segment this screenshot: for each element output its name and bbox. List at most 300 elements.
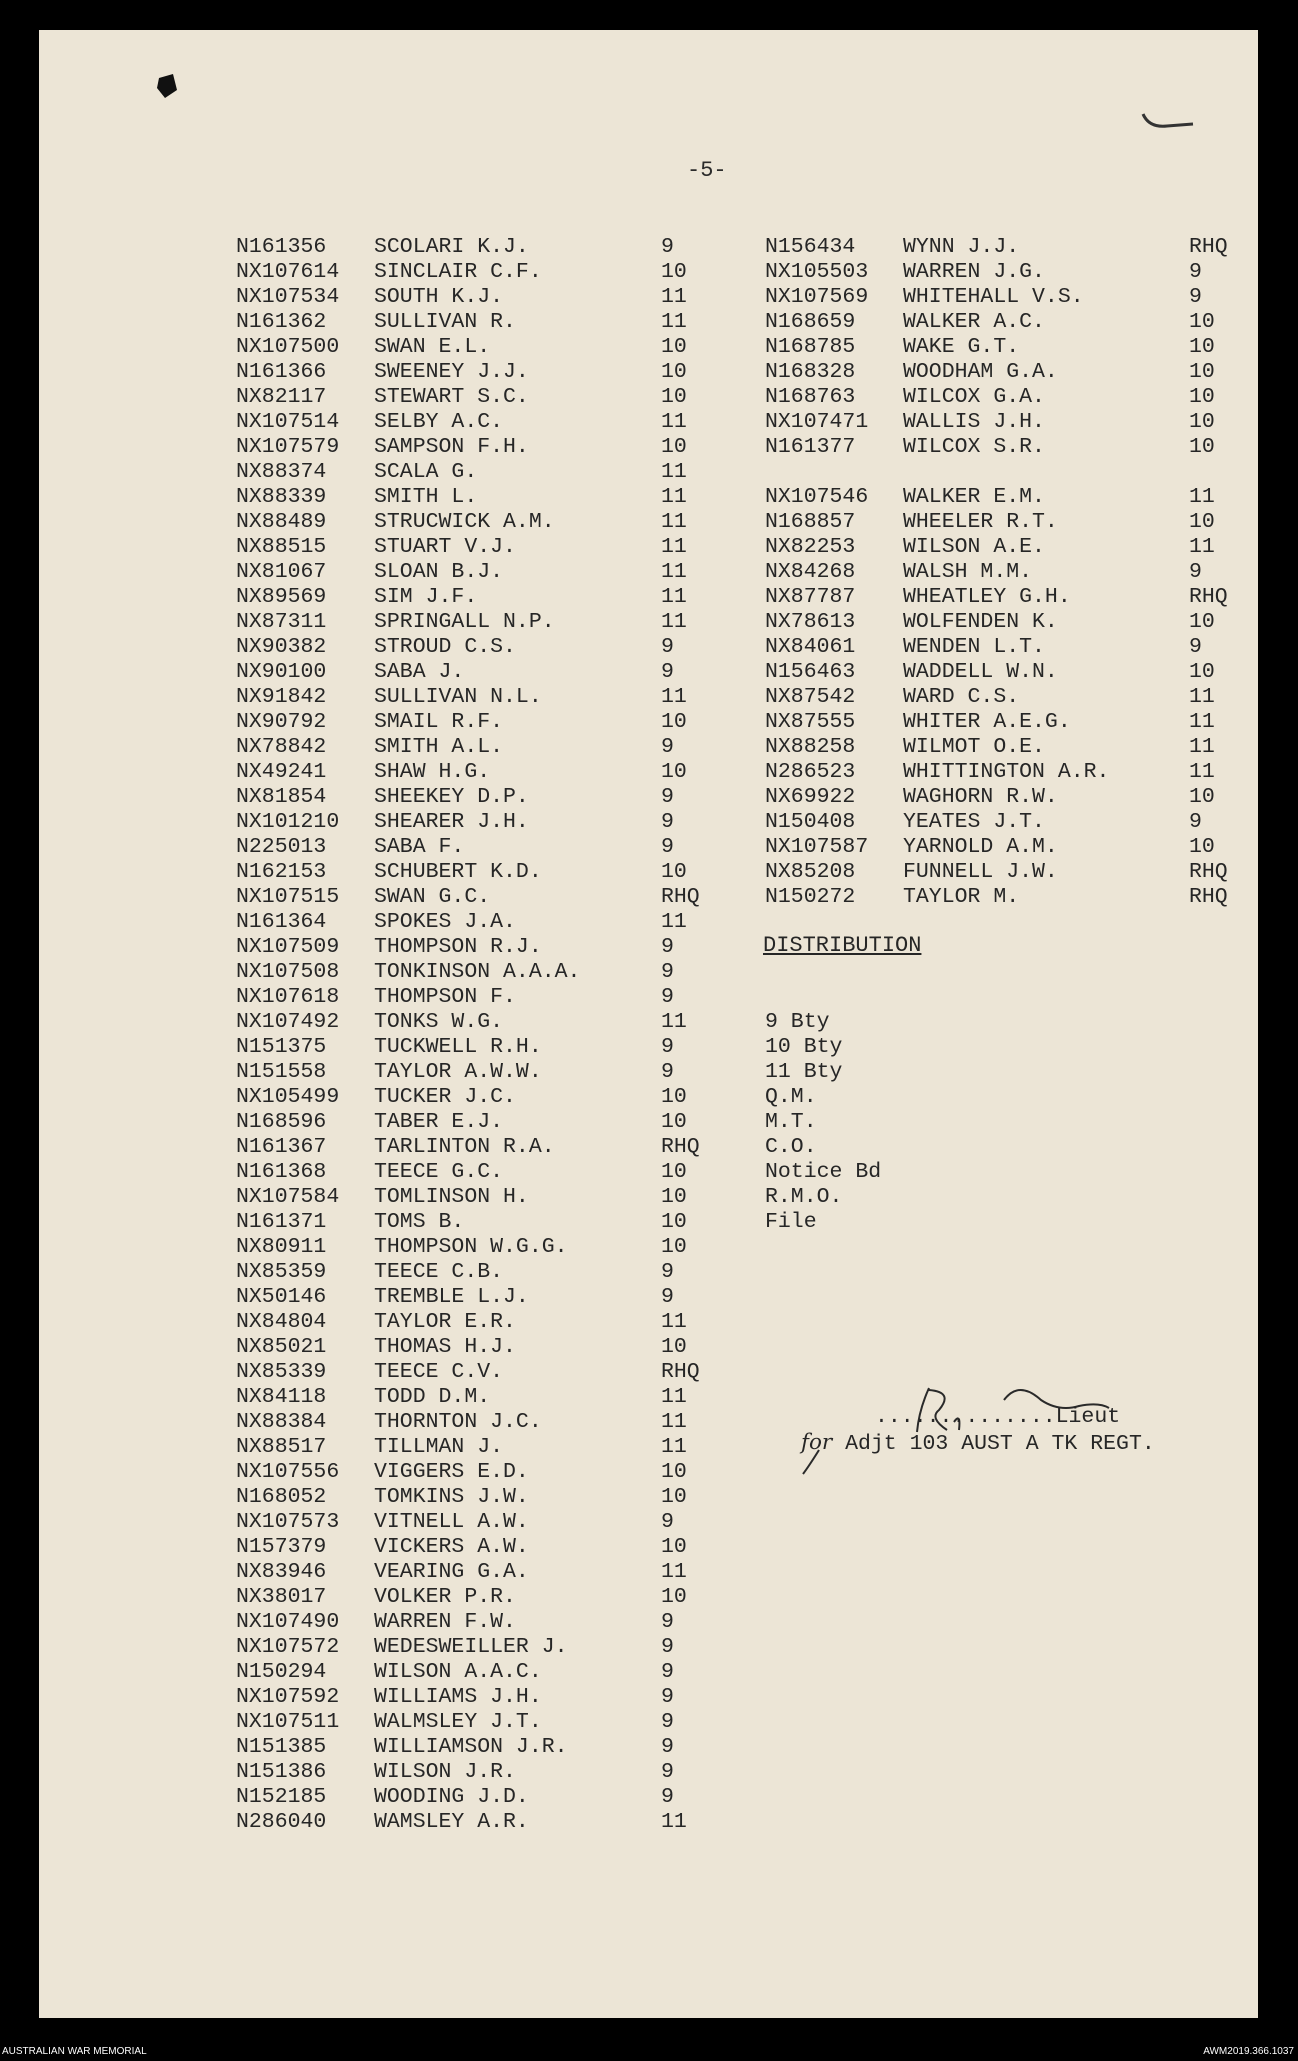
distribution-item: 10 Bty xyxy=(765,1035,843,1059)
service-number: NX105499 xyxy=(236,1085,340,1109)
service-number: NX78842 xyxy=(236,735,327,759)
roster-row xyxy=(765,460,1235,485)
service-number: NX88517 xyxy=(236,1435,327,1459)
roster-row xyxy=(236,960,706,985)
distribution-item: 11 Bty xyxy=(765,1060,843,1084)
soldier-name: TREMBLE L.J. xyxy=(374,1285,529,1309)
roster-row xyxy=(765,335,1235,360)
battery: 9 xyxy=(661,1035,674,1059)
service-number: N225013 xyxy=(236,835,327,859)
battery: 11 xyxy=(661,1410,687,1434)
soldier-name: SULLIVAN N.L. xyxy=(374,685,542,709)
battery: 9 xyxy=(661,1785,674,1809)
service-number: NX84268 xyxy=(765,560,856,584)
service-number: NX82117 xyxy=(236,385,327,409)
service-number: NX107511 xyxy=(236,1710,340,1734)
battery: 10 xyxy=(661,710,687,734)
roster-row xyxy=(236,360,706,385)
roster-row xyxy=(236,1060,706,1085)
roster-row xyxy=(236,1510,706,1535)
soldier-name: SABA F. xyxy=(374,835,465,859)
battery: 9 xyxy=(661,1685,674,1709)
service-number: NX88258 xyxy=(765,735,856,759)
soldier-name: SHEARER J.H. xyxy=(374,810,529,834)
service-number: NX88339 xyxy=(236,485,327,509)
battery: 9 xyxy=(661,960,674,984)
roster-row xyxy=(765,610,1235,635)
battery: 11 xyxy=(661,1010,687,1034)
soldier-name: THOMPSON R.J. xyxy=(374,935,542,959)
roster-row xyxy=(236,1610,706,1635)
battery: 11 xyxy=(1189,685,1215,709)
distribution-item: M.T. xyxy=(765,1110,817,1134)
roster-row xyxy=(765,885,1235,910)
service-number: NX82253 xyxy=(765,535,856,559)
roster-row xyxy=(236,885,706,910)
soldier-name: VIGGERS E.D. xyxy=(374,1460,529,1484)
battery: 10 xyxy=(1189,385,1215,409)
soldier-name: WENDEN L.T. xyxy=(903,635,1045,659)
battery: 11 xyxy=(661,610,687,634)
roster-row xyxy=(236,1810,706,1835)
service-number: NX85021 xyxy=(236,1335,327,1359)
service-number: NX38017 xyxy=(236,1585,327,1609)
battery: 11 xyxy=(661,1810,687,1834)
battery: 10 xyxy=(1189,835,1215,859)
battery: 11 xyxy=(1189,760,1215,784)
soldier-name: WOODHAM G.A. xyxy=(903,360,1058,384)
roster-row xyxy=(236,1285,706,1310)
battery: 11 xyxy=(661,685,687,709)
battery: 10 xyxy=(1189,410,1215,434)
soldier-name: WALKER E.M. xyxy=(903,485,1045,509)
roster-row xyxy=(236,1385,706,1410)
battery: RHQ xyxy=(1189,235,1228,259)
battery: 10 xyxy=(661,435,687,459)
roster-left-column xyxy=(236,235,706,1835)
battery: 9 xyxy=(661,810,674,834)
document-page xyxy=(39,30,1258,2018)
soldier-name: SCALA G. xyxy=(374,460,478,484)
service-number: N156463 xyxy=(765,660,856,684)
service-number: N150294 xyxy=(236,1660,327,1684)
roster-row xyxy=(236,735,706,760)
roster-row xyxy=(236,560,706,585)
soldier-name: WYNN J.J. xyxy=(903,235,1020,259)
battery: RHQ xyxy=(661,885,700,909)
soldier-name: SIM J.F. xyxy=(374,585,478,609)
roster-row xyxy=(236,1710,706,1735)
battery: 11 xyxy=(661,1385,687,1409)
soldier-name: SHEEKEY D.P. xyxy=(374,785,529,809)
roster-row xyxy=(765,760,1235,785)
battery: 9 xyxy=(661,1510,674,1534)
roster-row xyxy=(236,335,706,360)
battery: 10 xyxy=(1189,310,1215,334)
battery: 10 xyxy=(661,1460,687,1484)
roster-row xyxy=(236,610,706,635)
roster-row xyxy=(236,510,706,535)
roster-row xyxy=(236,1310,706,1335)
roster-row xyxy=(236,1660,706,1685)
soldier-name: SPRINGALL N.P. xyxy=(374,610,555,634)
service-number: N150272 xyxy=(765,885,856,909)
soldier-name: YEATES J.T. xyxy=(903,810,1045,834)
roster-row xyxy=(765,360,1235,385)
battery: 10 xyxy=(1189,610,1215,634)
battery: 11 xyxy=(661,285,687,309)
service-number: NX90382 xyxy=(236,635,327,659)
battery: 10 xyxy=(661,360,687,384)
service-number: N168763 xyxy=(765,385,856,409)
soldier-name: WALKER A.C. xyxy=(903,310,1045,334)
roster-row xyxy=(765,560,1235,585)
battery: 9 xyxy=(1189,810,1202,834)
soldier-name: SELBY A.C. xyxy=(374,410,504,434)
battery: 11 xyxy=(661,310,687,334)
soldier-name: WILSON A.E. xyxy=(903,535,1045,559)
battery: 10 xyxy=(661,1535,687,1559)
soldier-name: WALMSLEY J.T. xyxy=(374,1710,542,1734)
roster-row xyxy=(236,410,706,435)
roster-row xyxy=(236,685,706,710)
soldier-name: SOUTH K.J. xyxy=(374,285,504,309)
battery: 9 xyxy=(661,1635,674,1659)
battery: 10 xyxy=(661,1210,687,1234)
roster-row xyxy=(236,460,706,485)
service-number: NX84118 xyxy=(236,1385,327,1409)
roster-row xyxy=(236,1435,706,1460)
service-number: NX107508 xyxy=(236,960,340,984)
service-number: NX107587 xyxy=(765,835,869,859)
battery: 11 xyxy=(661,560,687,584)
service-number: N168857 xyxy=(765,510,856,534)
roster-row xyxy=(236,710,706,735)
battery: 11 xyxy=(1189,735,1215,759)
battery: 10 xyxy=(661,385,687,409)
roster-row xyxy=(236,1085,706,1110)
soldier-name: TILLMAN J. xyxy=(374,1435,504,1459)
battery: 9 xyxy=(661,835,674,859)
soldier-name: STEWART S.C. xyxy=(374,385,529,409)
battery: 11 xyxy=(1189,710,1215,734)
battery: 9 xyxy=(661,1285,674,1309)
service-number: N161364 xyxy=(236,910,327,934)
soldier-name: WOLFENDEN K. xyxy=(903,610,1058,634)
service-number: NX90792 xyxy=(236,710,327,734)
service-number: NX80911 xyxy=(236,1235,327,1259)
roster-row xyxy=(236,1410,706,1435)
service-number: NX107492 xyxy=(236,1010,340,1034)
battery: 10 xyxy=(661,1110,687,1134)
roster-row xyxy=(765,685,1235,710)
roster-row xyxy=(765,860,1235,885)
battery: 10 xyxy=(661,1185,687,1209)
adjutant-title: Adjt 103 AUST A TK REGT. xyxy=(845,1432,1155,1456)
soldier-name: WAGHORN R.W. xyxy=(903,785,1058,809)
punch-mark xyxy=(153,68,183,108)
service-number: N168659 xyxy=(765,310,856,334)
battery: 11 xyxy=(661,1435,687,1459)
service-number: NX107572 xyxy=(236,1635,340,1659)
roster-row xyxy=(236,1785,706,1810)
service-number: NX107515 xyxy=(236,885,340,909)
service-number: NX107573 xyxy=(236,1510,340,1534)
signature-line: ..............Lieut xyxy=(875,1405,1121,1429)
roster-row xyxy=(765,410,1235,435)
roster-row xyxy=(236,860,706,885)
battery: 11 xyxy=(661,1310,687,1334)
service-number: NX107556 xyxy=(236,1460,340,1484)
roster-row xyxy=(236,1460,706,1485)
battery: 9 xyxy=(661,735,674,759)
service-number: N161356 xyxy=(236,235,327,259)
roster-row xyxy=(236,435,706,460)
service-number: NX88384 xyxy=(236,1410,327,1434)
roster-row xyxy=(236,1560,706,1585)
battery: RHQ xyxy=(1189,585,1228,609)
soldier-name: WILMOT O.E. xyxy=(903,735,1045,759)
battery: 9 xyxy=(661,1660,674,1684)
battery: 10 xyxy=(661,1160,687,1184)
soldier-name: STRUCWICK A.M. xyxy=(374,510,555,534)
roster-row xyxy=(236,1335,706,1360)
battery: 10 xyxy=(1189,510,1215,534)
service-number: N156434 xyxy=(765,235,856,259)
soldier-name: FUNNELL J.W. xyxy=(903,860,1058,884)
soldier-name: WILSON A.A.C. xyxy=(374,1660,542,1684)
battery: 11 xyxy=(1189,535,1215,559)
footer-source: AUSTRALIAN WAR MEMORIAL xyxy=(2,2046,147,2057)
service-number: NX107584 xyxy=(236,1185,340,1209)
soldier-name: WALSH M.M. xyxy=(903,560,1033,584)
soldier-name: TONKS W.G. xyxy=(374,1010,504,1034)
roster-row xyxy=(765,285,1235,310)
soldier-name: WILLIAMSON J.R. xyxy=(374,1735,568,1759)
soldier-name: WILCOX S.R. xyxy=(903,435,1045,459)
battery: 11 xyxy=(661,1560,687,1584)
battery: 11 xyxy=(661,485,687,509)
soldier-name: TOMS B. xyxy=(374,1210,465,1234)
page-number: -5- xyxy=(687,158,727,183)
roster-row xyxy=(236,1035,706,1060)
service-number: NX87542 xyxy=(765,685,856,709)
service-number: NX87311 xyxy=(236,610,327,634)
service-number: NX107592 xyxy=(236,1685,340,1709)
soldier-name: WAKE G.T. xyxy=(903,335,1020,359)
battery: 11 xyxy=(1189,485,1215,509)
service-number: NX107579 xyxy=(236,435,340,459)
service-number: NX85208 xyxy=(765,860,856,884)
service-number: N151558 xyxy=(236,1060,327,1084)
service-number: N161362 xyxy=(236,310,327,334)
soldier-name: SWAN G.C. xyxy=(374,885,491,909)
service-number: NX107514 xyxy=(236,410,340,434)
battery: 9 xyxy=(661,1760,674,1784)
service-number: NX107614 xyxy=(236,260,340,284)
soldier-name: TUCKER J.C. xyxy=(374,1085,516,1109)
service-number: NX89569 xyxy=(236,585,327,609)
soldier-name: SMITH A.L. xyxy=(374,735,504,759)
roster-row xyxy=(236,935,706,960)
battery: 9 xyxy=(661,235,674,259)
soldier-name: WARD C.S. xyxy=(903,685,1020,709)
service-number: N161367 xyxy=(236,1135,327,1159)
service-number: N286040 xyxy=(236,1810,327,1834)
roster-row xyxy=(765,635,1235,660)
soldier-name: WARREN F.W. xyxy=(374,1610,516,1634)
service-number: NX81067 xyxy=(236,560,327,584)
service-number: N152185 xyxy=(236,1785,327,1809)
distribution-item: R.M.O. xyxy=(765,1185,843,1209)
roster-row xyxy=(765,485,1235,510)
soldier-name: WHITEHALL V.S. xyxy=(903,285,1084,309)
battery: 11 xyxy=(661,585,687,609)
battery: 10 xyxy=(1189,785,1215,809)
battery: 10 xyxy=(1189,660,1215,684)
service-number: NX107471 xyxy=(765,410,869,434)
roster-row xyxy=(236,1585,706,1610)
battery: 10 xyxy=(661,1335,687,1359)
service-number: NX107500 xyxy=(236,335,340,359)
soldier-name: STROUD C.S. xyxy=(374,635,516,659)
roster-row xyxy=(765,535,1235,560)
roster-row xyxy=(236,635,706,660)
soldier-name: TABER E.J. xyxy=(374,1110,504,1134)
service-number: NX78613 xyxy=(765,610,856,634)
battery: 11 xyxy=(661,410,687,434)
roster-row xyxy=(765,710,1235,735)
service-number: N151375 xyxy=(236,1035,327,1059)
roster-row xyxy=(236,235,706,260)
roster-row xyxy=(236,385,706,410)
battery: 9 xyxy=(661,1260,674,1284)
roster-row xyxy=(236,985,706,1010)
soldier-name: WEDESWEILLER J. xyxy=(374,1635,568,1659)
battery: 10 xyxy=(661,260,687,284)
soldier-name: WILLIAMS J.H. xyxy=(374,1685,542,1709)
roster-row xyxy=(765,235,1235,260)
roster-row xyxy=(765,785,1235,810)
roster-row xyxy=(236,485,706,510)
soldier-name: TOMLINSON H. xyxy=(374,1185,529,1209)
service-number: N168785 xyxy=(765,335,856,359)
roster-row xyxy=(765,310,1235,335)
battery: 9 xyxy=(661,1735,674,1759)
soldier-name: TONKINSON A.A.A. xyxy=(374,960,581,984)
soldier-name: WAMSLEY A.R. xyxy=(374,1810,529,1834)
soldier-name: THOMAS H.J. xyxy=(374,1335,516,1359)
service-number: NX88489 xyxy=(236,510,327,534)
battery: RHQ xyxy=(661,1360,700,1384)
roster-row xyxy=(236,1160,706,1185)
roster-row xyxy=(236,535,706,560)
battery: 11 xyxy=(661,910,687,934)
for-handwritten: for xyxy=(801,1430,833,1455)
roster-row xyxy=(765,660,1235,685)
roster-right-column xyxy=(765,235,1235,910)
battery: 10 xyxy=(1189,435,1215,459)
service-number: NX84804 xyxy=(236,1310,327,1334)
soldier-name: TARLINTON R.A. xyxy=(374,1135,555,1159)
soldier-name: TEECE G.C. xyxy=(374,1160,504,1184)
service-number: NX107490 xyxy=(236,1610,340,1634)
roster-row xyxy=(236,835,706,860)
battery: 11 xyxy=(661,460,687,484)
roster-row xyxy=(236,285,706,310)
battery: 10 xyxy=(1189,335,1215,359)
roster-row xyxy=(236,1535,706,1560)
soldier-name: SMITH L. xyxy=(374,485,478,509)
roster-row xyxy=(236,910,706,935)
soldier-name: SAMPSON F.H. xyxy=(374,435,529,459)
service-number: N162153 xyxy=(236,860,327,884)
service-number: N168052 xyxy=(236,1485,327,1509)
service-number: N168328 xyxy=(765,360,856,384)
battery: 9 xyxy=(661,660,674,684)
roster-row xyxy=(236,1760,706,1785)
soldier-name: THOMPSON W.G.G. xyxy=(374,1235,568,1259)
service-number: NX69922 xyxy=(765,785,856,809)
footer-accession: AWM2019.366.1037 xyxy=(1203,2046,1294,2057)
soldier-name: WHITTINGTON A.R. xyxy=(903,760,1110,784)
soldier-name: STUART V.J. xyxy=(374,535,516,559)
battery: RHQ xyxy=(1189,885,1228,909)
service-number: NX88374 xyxy=(236,460,327,484)
battery: 10 xyxy=(661,335,687,359)
roster-row xyxy=(765,585,1235,610)
service-number: N161377 xyxy=(765,435,856,459)
soldier-name: VICKERS A.W. xyxy=(374,1535,529,1559)
soldier-name: SCHUBERT K.D. xyxy=(374,860,542,884)
service-number: NX107546 xyxy=(765,485,869,509)
roster-row xyxy=(236,1360,706,1385)
ink-mark xyxy=(1139,106,1199,136)
distribution-item: Q.M. xyxy=(765,1085,817,1109)
service-number: N157379 xyxy=(236,1535,327,1559)
soldier-name: WHITER A.E.G. xyxy=(903,710,1071,734)
soldier-name: VOLKER P.R. xyxy=(374,1585,516,1609)
battery: 9 xyxy=(661,1060,674,1084)
battery: 9 xyxy=(661,935,674,959)
service-number: NX88515 xyxy=(236,535,327,559)
roster-row xyxy=(236,1185,706,1210)
battery: 10 xyxy=(661,1485,687,1509)
soldier-name: TAYLOR M. xyxy=(903,885,1020,909)
battery: 9 xyxy=(1189,285,1202,309)
soldier-name: SMAIL R.F. xyxy=(374,710,504,734)
roster-row xyxy=(765,435,1235,460)
soldier-name: TAYLOR A.W.W. xyxy=(374,1060,542,1084)
battery: RHQ xyxy=(661,1135,700,1159)
soldier-name: SLOAN B.J. xyxy=(374,560,504,584)
battery: 9 xyxy=(1189,260,1202,284)
adjutant-line xyxy=(801,1430,1155,1456)
battery: 10 xyxy=(661,860,687,884)
roster-row xyxy=(236,1110,706,1135)
roster-row xyxy=(236,785,706,810)
roster-row xyxy=(236,310,706,335)
soldier-name: SCOLARI K.J. xyxy=(374,235,529,259)
battery: 10 xyxy=(661,1585,687,1609)
soldier-name: WADDELL W.N. xyxy=(903,660,1058,684)
soldier-name: SWAN E.L. xyxy=(374,335,491,359)
soldier-name: SHAW H.G. xyxy=(374,760,491,784)
battery: 10 xyxy=(661,1235,687,1259)
service-number: N150408 xyxy=(765,810,856,834)
service-number: NX50146 xyxy=(236,1285,327,1309)
service-number: NX105503 xyxy=(765,260,869,284)
